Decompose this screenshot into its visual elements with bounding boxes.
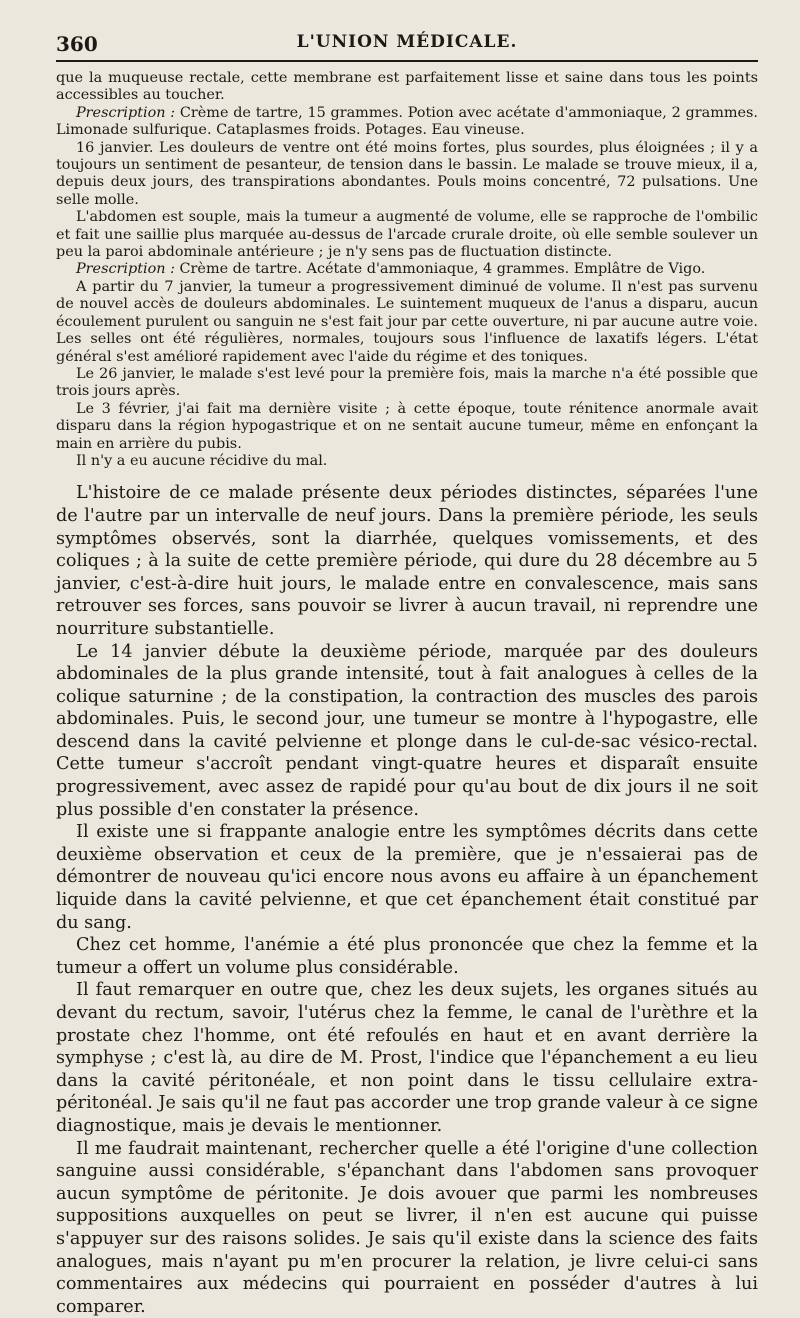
- case-note-paragraph: L'abdomen est souple, mais la tumeur a augmenté de volume, elle se rapproche de l'ombilic et fait une saillie plus marquée au-dessus de l'arcade crurale droite, où elle semble soulever un peu la paroi abdominale antérieure ; je n'y sens pas de fluctuation distincte.: [56, 209, 758, 261]
- discussion: [56, 482, 758, 1318]
- case-notes: [56, 70, 758, 470]
- page-header: [56, 26, 758, 56]
- body-paragraph: Il me faudrait maintenant, rechercher quelle a été l'origine d'une collection sanguine aussi considérable, s'épanchant dans l'abdomen sans provoquer aucun symptôme de péritonite. Je dois avouer que parmi les nombreuses suppositions auxquelles on peut se livrer, il n'en est aucune qui puisse s'appuyer sur des raisons solides. Je sais qu'il existe dans la science des faits analogues, mais n'ayant pu m'en procurer la relation, je livre celui-ci sans commentaires aux médecins qui pourraient en posséder d'autres à lui comparer.: [56, 1138, 758, 1317]
- case-note-paragraph: Il n'y a eu aucune récidive du mal.: [76, 452, 328, 469]
- body-paragraph: Le 14 janvier débute la deuxième période, marquée par des douleurs abdominales de la plus grande intensité, tout à fait analogues à celles de la colique saturnine ; de la constipation, la contraction des muscles des parois abdominales. Puis, le second jour, une tumeur se montre à l'hypogastre, elle descend dans la cavité pelvienne et plonge dans le cul-de-sac vésico-rectal. Cette tumeur s'accroît pendant vingt-quatre heures et disparaît ensuite progressivement, avec assez de rapidé pour qu'au bout de dix jours il ne soit plus possible d'en constater la présence.: [56, 641, 758, 820]
- body-paragraph: Il existe une si frappante analogie entre les symptômes décrits dans cette deuxième observation et ceux de la première, que je n'essaierai pas de démontrer de nouveau qu'ici encore nous avons eu affaire à un épanchement liquide dans la cavité pelvienne, et que cet épanchement était constitué par du sang.: [56, 822, 758, 933]
- case-note-paragraph: que la muqueuse rectale, cette membrane est parfaitement lisse et saine dans tous les points accessibles au toucher.: [56, 70, 758, 104]
- body-paragraph: Il faut remarquer en outre que, chez les deux sujets, les organes situés au devant du rectum, savoir, l'utérus chez la femme, le canal de l'urèthre et la prostate chez l'homme, ont été refoulés en haut et en avant derrière la symphyse ; c'est là, au dire de M. Prost, l'indice que l'épanchement a eu lieu dans la cavité péritonéale, et non point dans le tissu cellulaire extra-péritonéal. Je sais qu'il ne faut pas accorder une trop grande valeur à ce signe diagnostique, mais je devais le mentionner.: [56, 980, 758, 1136]
- prescription-label: Prescription :: [76, 261, 175, 278]
- header-rule: [56, 60, 758, 62]
- case-note-paragraph: Le 3 février, j'ai fait ma dernière visite ; à cette époque, toute rénitence anormale avait disparu dans la région hypogastrique et on ne sentait aucune tumeur, même en enfonçant la main en arrière du pubis.: [56, 400, 758, 452]
- case-note-paragraph: Le 26 janvier, le malade s'est levé pour la première fois, mais la marche n'a été possible que trois jours après.: [56, 365, 758, 400]
- body-paragraph: Chez cet homme, l'anémie a été plus prononcée que chez la femme et la tumeur a offert un volume plus considérable.: [56, 935, 758, 978]
- section-gap: [56, 470, 758, 482]
- case-note-paragraph: 16 janvier. Les douleurs de ventre ont été moins fortes, plus sourdes, plus éloignées ; il y a toujours un sentiment de pesanteur, de tension dans le bassin. Le malade se trouve mieux, il a, depuis deux jours, des transpirations abondantes. Pouls moins concentré, 72 pulsations. Une selle molle.: [56, 139, 758, 208]
- case-note-paragraph: Prescription : Crème de tartre, 15 grammes. Potion avec acétate d'ammoniaque, 2 grammes. Limonade sulfurique. Cataplasmes froids. Potages. Eau vineuse.: [56, 104, 758, 139]
- prescription-label: Prescription :: [76, 104, 176, 121]
- running-title: L'UNION MÉDICALE.: [296, 32, 518, 52]
- body-paragraph: L'histoire de ce malade présente deux périodes distinctes, séparées l'une de l'autre par un intervalle de neuf jours. Dans la première période, les seuls symptômes observés, sont la diarrhée, quelques vomissements, et des coliques ; à la suite de cette première période, qui dure du 28 décembre au 5 janvier, c'est-à-dire huit jours, le malade entre en convalescence, mais sans retrouver ses forces, sans pouvoir se livrer à aucun travail, ni reprendre une nourriture substantielle.: [56, 483, 758, 639]
- case-note-paragraph: Prescription : Crème de tartre. Acétate d'ammoniaque, 4 grammes. Emplâtre de Vigo.: [76, 261, 706, 278]
- case-note-paragraph: A partir du 7 janvier, la tumeur a progressivement diminué de volume. Il n'est pas survenu de nouvel accès de douleurs abdominales. Le suintement muqueux de l'anus a disparu, aucun écoulement purulent ou sanguin ne s'est fait jour par cette ouverture, ni par aucune autre voie. Les selles ont été régulières, normales, toujours sous l'influence de laxatifs légers. L'état général s'est amélioré rapidement avec l'aide du régime et des toniques.: [56, 278, 758, 365]
- page-number: 360: [56, 32, 98, 56]
